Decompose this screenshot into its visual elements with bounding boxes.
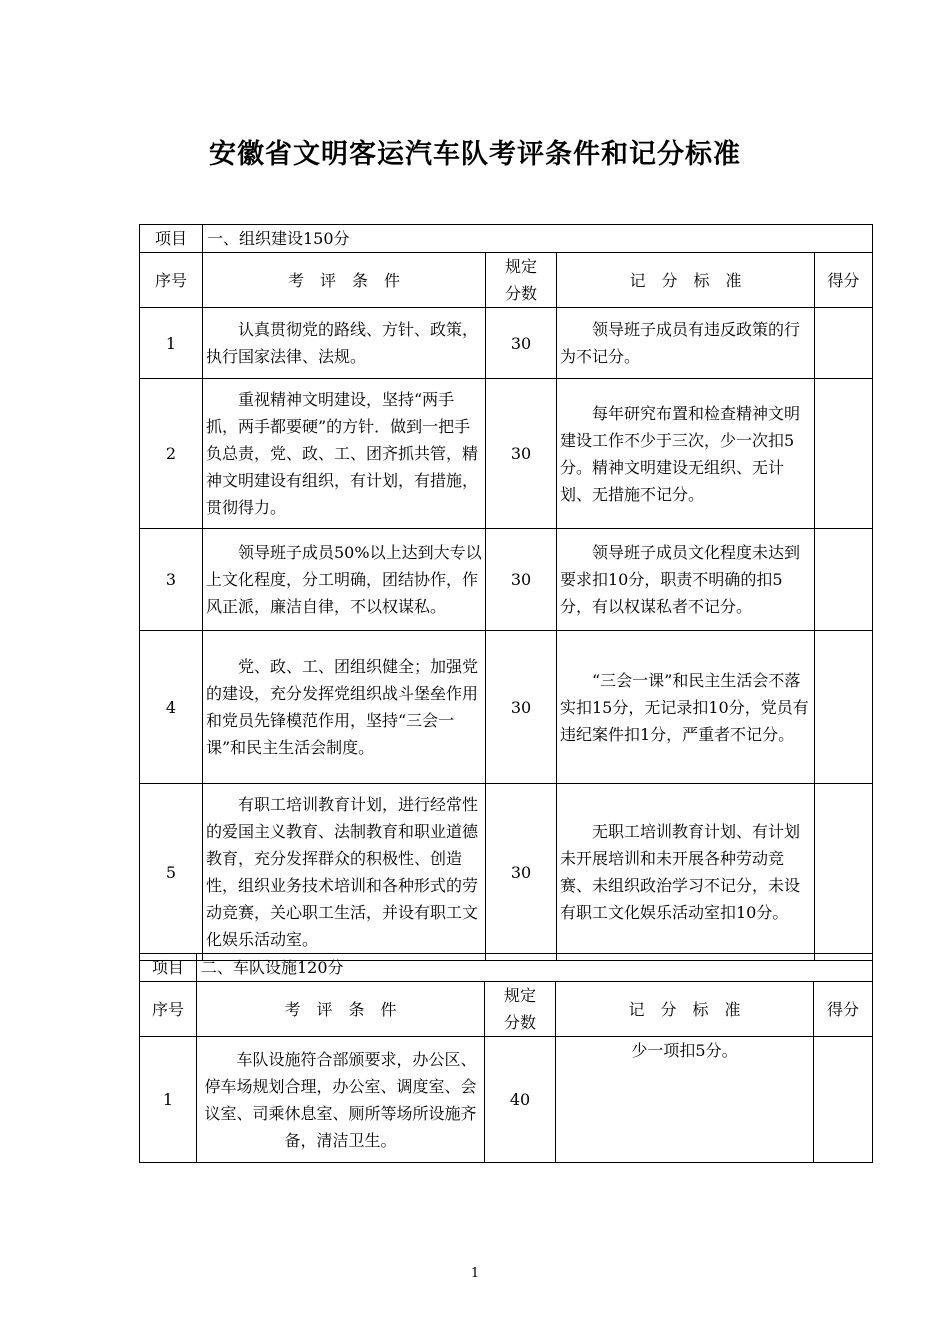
row-condition: 重视精神文明建设，坚持“两手抓，两手都要硬”的方针．做到一把手负总责，党、政、工、团齐抓共管，精神文明建设有组织，有计划，有措施，贯彻得力。: [203, 379, 486, 529]
section-name: 二、车队设施120分: [197, 954, 873, 982]
section-name: 一、组织建设150分: [203, 225, 873, 253]
row-no: 3: [140, 529, 203, 631]
col-header-no: 序号: [140, 982, 197, 1037]
row-standard: 无职工培训教育计划、有计划未开展培训和未开展各种劳动竞赛、未组织政治学习不记分，未设有职工文化娱乐活动室扣10分。: [557, 784, 815, 961]
col-header-score: 规定 分数: [486, 253, 557, 308]
table-row: [140, 631, 873, 784]
row-no: 5: [140, 784, 203, 961]
table-row: [140, 308, 873, 379]
table-row: [140, 784, 873, 961]
row-no: 2: [140, 379, 203, 529]
row-condition: 认真贯彻党的路线、方针、政策，执行国家法律、法规。: [203, 308, 486, 379]
row-no: 1: [140, 1037, 197, 1163]
row-score: 40: [485, 1037, 556, 1163]
row-standard: 每年研究布置和检查精神文明建设工作不少于三次，少一次扣5分。精神文明建设无组织、无计划、无措施不记分。: [557, 379, 815, 529]
row-score: 30: [486, 529, 557, 631]
section-label: 项目: [140, 954, 197, 982]
row-got: [814, 1037, 873, 1163]
row-got: [815, 631, 873, 784]
col-header-got: 得分: [815, 253, 873, 308]
row-condition: 车队设施符合部颁要求，办公区、停车场规划合理，办公室、调度室、会议室、司乘休息室、厕所等场所设施齐备，清洁卫生。: [197, 1037, 485, 1163]
table-row: [140, 1037, 873, 1163]
table-row: [140, 529, 873, 631]
row-got: [815, 308, 873, 379]
row-condition: 有职工培训教育计划，进行经常性的爱国主义教育、法制教育和职业道德教育，充分发挥群众的积极性、创造性，组织业务技术培训和各种形式的劳动竞赛，关心职工生活，并设有职工文化娱乐活动室。: [203, 784, 486, 961]
section-header-row: [140, 225, 873, 253]
col-header-standard: 记 分 标 准: [556, 982, 814, 1037]
table-row: [140, 379, 873, 529]
section-label: 项目: [140, 225, 203, 253]
column-header-row: [140, 253, 873, 308]
row-score: 30: [486, 308, 557, 379]
row-standard: 领导班子成员文化程度未达到要求扣10分，职责不明确的扣5分，有以权谋私者不记分。: [557, 529, 815, 631]
row-score: 30: [486, 784, 557, 961]
column-header-row: [140, 982, 873, 1037]
row-standard: “三会一课”和民主生活会不落实扣15分，无记录扣10分，党员有违纪案件扣1分，严重者不记分。: [557, 631, 815, 784]
row-score: 30: [486, 379, 557, 529]
col-header-condition: 考 评 条 件: [203, 253, 486, 308]
row-no: 4: [140, 631, 203, 784]
col-header-score: 规定 分数: [485, 982, 556, 1037]
row-condition: 领导班子成员50%以上达到大专以上文化程度，分工明确，团结协作，作风正派，廉洁自律，不以权谋私。: [203, 529, 486, 631]
col-header-no: 序号: [140, 253, 203, 308]
page-number: 1: [470, 1266, 480, 1281]
col-header-condition: 考 评 条 件: [197, 982, 485, 1037]
col-header-standard: 记 分 标 准: [557, 253, 815, 308]
evaluation-table-section-2: [139, 953, 873, 1163]
row-standard: 少一项扣5分。: [556, 1037, 814, 1163]
evaluation-table-section-1: [139, 224, 873, 961]
row-no: 1: [140, 308, 203, 379]
row-got: [815, 529, 873, 631]
row-standard: 领导班子成员有违反政策的行为不记分。: [557, 308, 815, 379]
section-header-row: [140, 954, 873, 982]
row-got: [815, 784, 873, 961]
col-header-got: 得分: [814, 982, 873, 1037]
row-score: 30: [486, 631, 557, 784]
row-got: [815, 379, 873, 529]
row-condition: 党、政、工、团组织健全；加强党的建设，充分发挥党组织战斗堡垒作用和党员先锋模范作用，坚持“三会一课”和民主生活会制度。: [203, 631, 486, 784]
document-title: 安徽省文明客运汽车队考评条件和记分标准: [209, 139, 741, 170]
